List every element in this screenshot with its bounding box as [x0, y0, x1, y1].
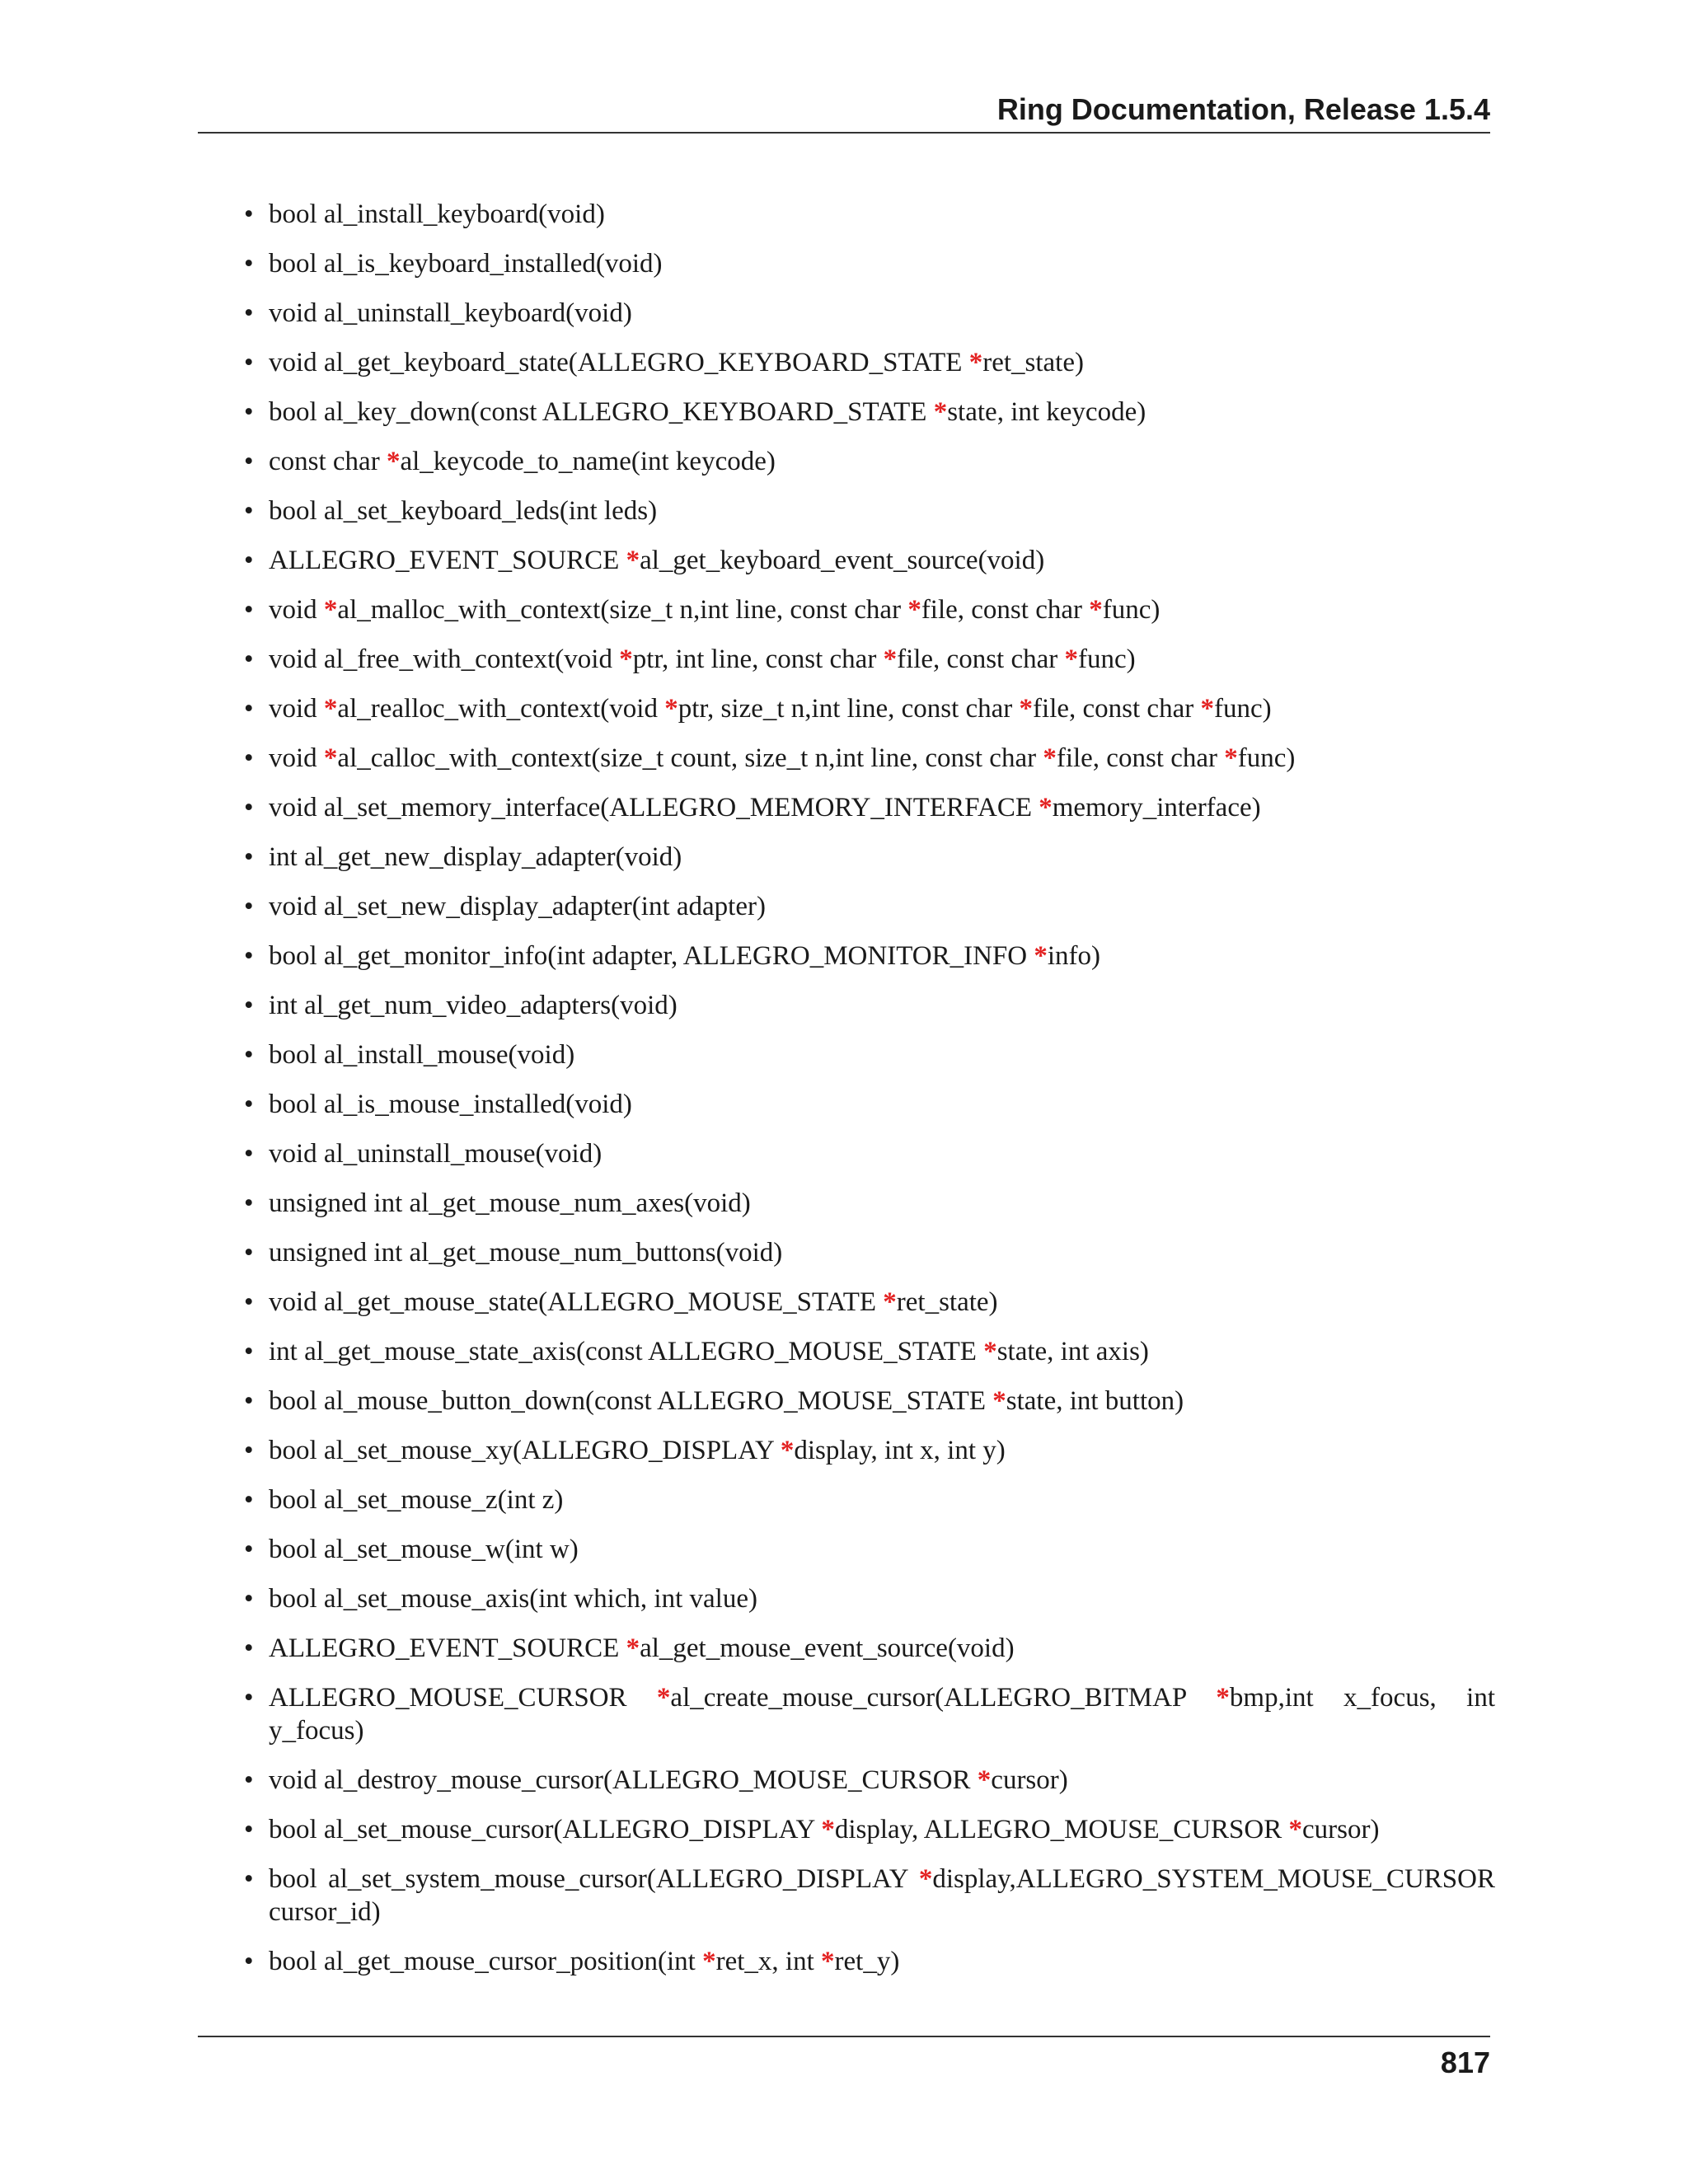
bullet-icon: • [244, 793, 254, 823]
list-item [244, 1236, 1495, 1269]
signature-text: void [269, 595, 324, 625]
function-signature [269, 1337, 1149, 1366]
list-item [244, 1533, 1495, 1566]
pointer-star: * [968, 348, 983, 377]
pointer-star: * [323, 595, 338, 625]
function-signature [269, 1287, 998, 1317]
function-signature [269, 1765, 1068, 1795]
pointer-star: * [907, 595, 921, 625]
signature-text: ret_state) [982, 348, 1084, 377]
list-item [244, 494, 1495, 527]
list-item [244, 692, 1495, 725]
list-item [244, 1385, 1495, 1418]
signature-text: display,ALLEGRO_SYSTEM_MOUSE_CURSOR cursor_id) [269, 1864, 1495, 1927]
signature-text: memory_interface) [1052, 793, 1261, 823]
list-item [244, 593, 1495, 626]
list-item [244, 198, 1495, 231]
bullet-icon: • [244, 397, 254, 427]
list-item [244, 643, 1495, 676]
signature-text: int al_get_num_video_adapters(void) [269, 991, 678, 1020]
function-signature [269, 348, 1084, 377]
signature-text: info) [1047, 941, 1101, 971]
bullet-icon: • [244, 595, 254, 625]
bullet-icon: • [244, 298, 254, 328]
pointer-star: * [1224, 743, 1238, 773]
function-signature [269, 1864, 1495, 1927]
function-signature [269, 1535, 579, 1564]
function-signature [269, 447, 776, 476]
list-item [244, 1813, 1495, 1846]
signature-text: int al_get_mouse_state_axis(const ALLEGRO_MOUSE_STATE [269, 1337, 984, 1366]
pointer-star: * [883, 1287, 897, 1317]
function-signature [269, 595, 1160, 625]
pointer-star: * [821, 1947, 835, 1976]
signature-text: ret_x, int [715, 1947, 822, 1976]
list-item [244, 1335, 1495, 1368]
pointer-star: * [1043, 743, 1057, 773]
pointer-star: * [386, 447, 401, 476]
list-item [244, 940, 1495, 972]
function-signature [269, 892, 766, 921]
list-item [244, 1945, 1495, 1978]
pointer-star: * [323, 694, 338, 724]
list-item [244, 1483, 1495, 1516]
pointer-star: * [664, 694, 678, 724]
function-signature [269, 644, 1136, 674]
signature-text: bool al_key_down(const ALLEGRO_KEYBOARD_STATE [269, 397, 934, 427]
signature-text: bool al_is_mouse_installed(void) [269, 1090, 632, 1119]
bullet-icon: • [244, 694, 254, 724]
function-signature [269, 1386, 1184, 1416]
bullet-icon: • [244, 1238, 254, 1268]
pointer-star: * [656, 1683, 671, 1713]
function-signature [269, 298, 632, 328]
signature-text: al_create_mouse_cursor(ALLEGRO_BITMAP [670, 1683, 1217, 1713]
signature-text: cursor) [1302, 1815, 1380, 1844]
bullet-icon: • [244, 1287, 254, 1317]
function-signature [269, 1238, 782, 1268]
pointer-star: * [992, 1386, 1006, 1416]
signature-text: state, int button) [1006, 1386, 1184, 1416]
bullet-icon: • [244, 348, 254, 377]
bullet-icon: • [244, 1535, 254, 1564]
bullet-icon: • [244, 1633, 254, 1663]
pointer-star: * [626, 1633, 640, 1663]
function-signature [269, 842, 682, 872]
bullet-icon: • [244, 1139, 254, 1169]
bullet-icon: • [244, 1683, 254, 1713]
pointer-star: * [1216, 1683, 1230, 1713]
bullet-icon: • [244, 1436, 254, 1465]
function-signature [269, 1815, 1379, 1844]
signature-text: al_realloc_with_context(void [337, 694, 665, 724]
signature-text: ALLEGRO_MOUSE_CURSOR [269, 1683, 657, 1713]
function-signature [269, 1584, 757, 1614]
function-signature [269, 249, 663, 279]
signature-text: bool al_get_monitor_info(int adapter, ALLEGRO_MONITOR_INFO [269, 941, 1034, 971]
signature-text: void al_set_memory_interface(ALLEGRO_MEMORY_INTERFACE [269, 793, 1039, 823]
function-signature [269, 1040, 574, 1070]
signature-text: void al_get_mouse_state(ALLEGRO_MOUSE_STATE [269, 1287, 884, 1317]
pointer-star: * [626, 546, 640, 575]
pointer-star: * [1064, 644, 1078, 674]
signature-text: file, const char [897, 644, 1065, 674]
signature-text: bool al_set_mouse_cursor(ALLEGRO_DISPLAY [269, 1815, 822, 1844]
pointer-star: * [983, 1337, 997, 1366]
signature-text: bool al_get_mouse_cursor_position(int [269, 1947, 703, 1976]
bullet-icon: • [244, 447, 254, 476]
function-signature [269, 546, 1044, 575]
list-item [244, 346, 1495, 379]
signature-text: ALLEGRO_EVENT_SOURCE [269, 1633, 626, 1663]
bullet-icon: • [244, 644, 254, 674]
list-item [244, 1681, 1495, 1747]
pointer-star: * [323, 743, 338, 773]
signature-text: al_calloc_with_context(size_t count, size_t n,int line, const char [337, 743, 1043, 773]
bullet-icon: • [244, 1188, 254, 1218]
function-signature [269, 694, 1272, 724]
function-signature [269, 1188, 751, 1218]
signature-text: void al_uninstall_mouse(void) [269, 1139, 603, 1169]
signature-text: void al_destroy_mouse_cursor(ALLEGRO_MOUSE_CURSOR [269, 1765, 978, 1795]
signature-text: func) [1213, 694, 1272, 724]
signature-text: void al_set_new_display_adapter(int adapter) [269, 892, 766, 921]
signature-text: al_get_mouse_event_source(void) [640, 1633, 1015, 1663]
function-signature [269, 1485, 563, 1515]
list-item [244, 544, 1495, 577]
signature-text: file, const char [921, 595, 1090, 625]
signature-text: bool al_set_keyboard_leds(int leds) [269, 496, 658, 526]
function-signature [269, 941, 1100, 971]
pointer-star: * [780, 1436, 795, 1465]
list-item [244, 791, 1495, 824]
bullet-icon: • [244, 1765, 254, 1795]
bullet-icon: • [244, 1386, 254, 1416]
bullet-icon: • [244, 1090, 254, 1119]
function-signature [269, 1436, 1006, 1465]
signature-text: display, int x, int y) [794, 1436, 1006, 1465]
signature-text: display, ALLEGRO_MOUSE_CURSOR [834, 1815, 1289, 1844]
list-item [244, 297, 1495, 330]
bullet-icon: • [244, 1040, 254, 1070]
signature-text: file, const char [1056, 743, 1225, 773]
function-signature [269, 1139, 602, 1169]
signature-text: bmp,int x_focus, int y_focus) [269, 1683, 1495, 1746]
pointer-star: * [1034, 941, 1048, 971]
page-number: 817 [1440, 2046, 1490, 2079]
bullet-icon: • [244, 991, 254, 1020]
pointer-star: * [918, 1864, 933, 1894]
function-signature [269, 1683, 1495, 1746]
list-item [244, 1187, 1495, 1220]
signature-text: al_keycode_to_name(int keycode) [400, 447, 776, 476]
list-item [244, 1088, 1495, 1121]
signature-text: int al_get_new_display_adapter(void) [269, 842, 682, 872]
bullet-icon: • [244, 496, 254, 526]
signature-text: cursor) [991, 1765, 1068, 1795]
pointer-star: * [1288, 1815, 1302, 1844]
signature-text: bool al_install_mouse(void) [269, 1040, 575, 1070]
function-list [244, 198, 1495, 1994]
signature-text: void al_free_with_context(void [269, 644, 620, 674]
pointer-star: * [1039, 793, 1053, 823]
list-item [244, 445, 1495, 478]
signature-text: func) [1102, 595, 1160, 625]
list-item [244, 1038, 1495, 1071]
bullet-icon: • [244, 249, 254, 279]
pointer-star: * [1019, 694, 1034, 724]
signature-text: state, int axis) [996, 1337, 1149, 1366]
signature-text: void [269, 694, 324, 724]
signature-text: ret_state) [896, 1287, 998, 1317]
signature-text: ALLEGRO_EVENT_SOURCE [269, 546, 626, 575]
bullet-icon: • [244, 941, 254, 971]
signature-text: unsigned int al_get_mouse_num_buttons(void) [269, 1238, 783, 1268]
list-item [244, 1137, 1495, 1170]
list-item [244, 841, 1495, 874]
header-title: Ring Documentation, Release 1.5.4 [996, 92, 1490, 126]
signature-text: al_get_keyboard_event_source(void) [640, 546, 1045, 575]
page-footer [198, 2036, 1490, 2079]
pointer-star: * [1089, 595, 1103, 625]
bullet-icon: • [244, 842, 254, 872]
signature-text: func) [1237, 743, 1296, 773]
list-item [244, 890, 1495, 923]
signature-text: unsigned int al_get_mouse_num_axes(void) [269, 1188, 751, 1218]
signature-text: ptr, int line, const char [632, 644, 884, 674]
function-signature [269, 991, 678, 1020]
list-item [244, 1582, 1495, 1615]
function-signature [269, 1090, 632, 1119]
signature-text: void al_uninstall_keyboard(void) [269, 298, 632, 328]
signature-text: bool al_set_mouse_axis(int which, int value) [269, 1584, 757, 1614]
pointer-star: * [933, 397, 948, 427]
list-item [244, 742, 1495, 775]
bullet-icon: • [244, 546, 254, 575]
signature-text: func) [1078, 644, 1136, 674]
list-item [244, 1286, 1495, 1319]
signature-text: bool al_set_mouse_w(int w) [269, 1535, 579, 1564]
signature-text: state, int keycode) [947, 397, 1146, 427]
bullet-icon: • [244, 1584, 254, 1614]
pointer-star: * [702, 1947, 716, 1976]
signature-text: bool al_set_mouse_xy(ALLEGRO_DISPLAY [269, 1436, 781, 1465]
list-item [244, 247, 1495, 280]
signature-text: bool al_set_mouse_z(int z) [269, 1485, 564, 1515]
function-signature [269, 743, 1295, 773]
pointer-star: * [1200, 694, 1214, 724]
bullet-icon: • [244, 1815, 254, 1844]
bullet-icon: • [244, 743, 254, 773]
list-item [244, 989, 1495, 1022]
function-signature [269, 1947, 899, 1976]
bullet-icon: • [244, 1947, 254, 1976]
list-item [244, 1863, 1495, 1929]
signature-text: ret_y) [834, 1947, 900, 1976]
signature-text: void [269, 743, 324, 773]
pointer-star: * [619, 644, 633, 674]
signature-text: void al_get_keyboard_state(ALLEGRO_KEYBOARD_STATE [269, 348, 969, 377]
signature-text: const char [269, 447, 387, 476]
bullet-icon: • [244, 1337, 254, 1366]
signature-text: al_malloc_with_context(size_t n,int line, const char [337, 595, 908, 625]
list-item [244, 1434, 1495, 1467]
signature-text: bool al_is_keyboard_installed(void) [269, 249, 663, 279]
function-signature [269, 397, 1146, 427]
function-signature [269, 793, 1261, 823]
list-item [244, 1632, 1495, 1665]
signature-text: file, const char [1033, 694, 1201, 724]
function-signature [269, 1633, 1015, 1663]
function-signature [269, 199, 605, 229]
signature-text: bool al_mouse_button_down(const ALLEGRO_MOUSE_STATE [269, 1386, 993, 1416]
pointer-star: * [977, 1765, 992, 1795]
bullet-icon: • [244, 1485, 254, 1515]
signature-text: ptr, size_t n,int line, const char [678, 694, 1020, 724]
pointer-star: * [883, 644, 898, 674]
bullet-icon: • [244, 199, 254, 229]
signature-text: bool al_set_system_mouse_cursor(ALLEGRO_DISPLAY [269, 1864, 919, 1894]
function-signature [269, 496, 657, 526]
bullet-icon: • [244, 1864, 254, 1894]
list-item [244, 396, 1495, 429]
signature-text: bool al_install_keyboard(void) [269, 199, 605, 229]
list-item [244, 1764, 1495, 1797]
pointer-star: * [821, 1815, 835, 1844]
page-header [198, 91, 1490, 134]
bullet-icon: • [244, 892, 254, 921]
